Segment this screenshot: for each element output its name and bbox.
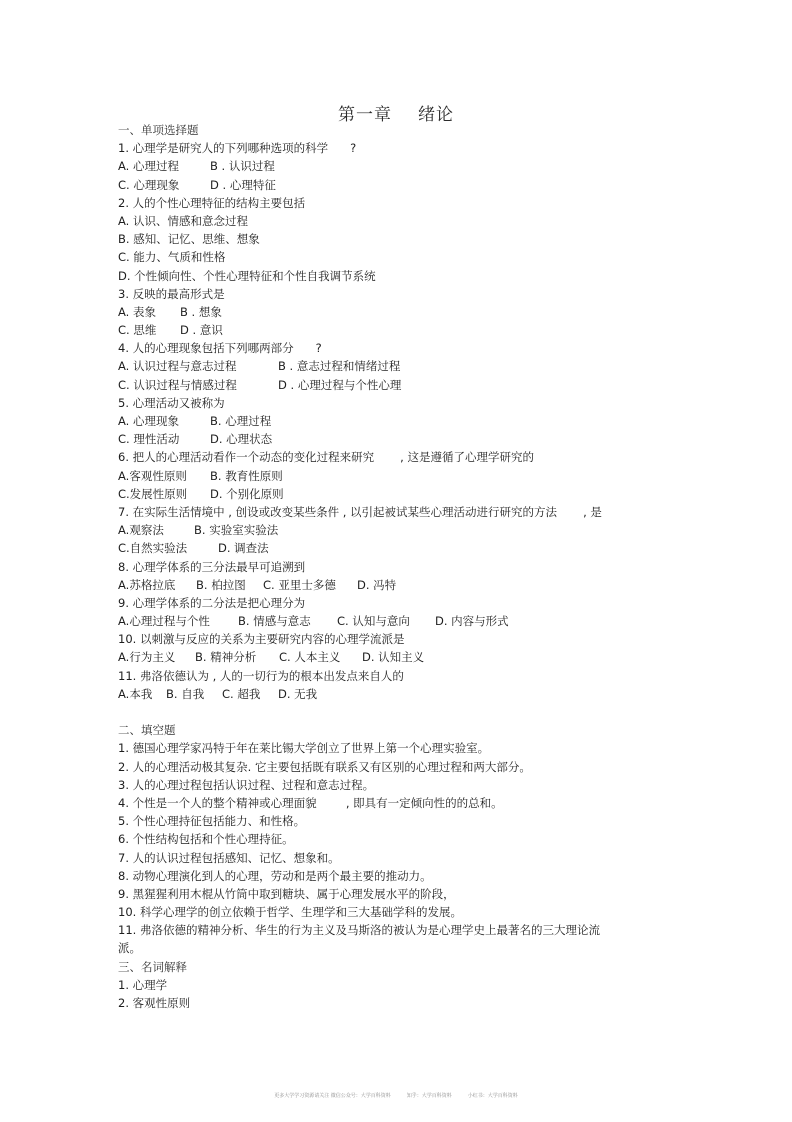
question-11-options [118, 685, 678, 703]
chapter-name: 绪论 [418, 105, 454, 125]
question-5: 5. 心理活动又被称为 [118, 395, 225, 410]
option-b: B. 实验室实验法 [194, 523, 279, 538]
option-c: C. 心理现象 [118, 177, 180, 192]
question-6-options-row-1 [118, 467, 678, 485]
option-c: C. 理性活动 [118, 432, 180, 447]
option-c: C. 认知与意向 [337, 614, 410, 629]
question-8-options [118, 576, 678, 594]
option-a: A.心理过程与个性 [118, 614, 210, 629]
question-3-options-row-1 [118, 303, 678, 321]
option-a: A. 认识、情感和意念过程 [118, 213, 248, 228]
footer-xiaohongshu: 小红书：大学百科资料 [467, 1093, 518, 1099]
fill-item-11: 11. 弗洛依德的精神分析、华生的行为主义及马斯洛的被认为是心理学史上最著名的三大理论流派。 [118, 923, 600, 956]
question-10: 10. 以刺激与反应的关系为主要研究内容的心理学流派是 [118, 632, 405, 647]
question-9: 9. 心理学体系的二分法是把心理分为 [118, 595, 306, 610]
fill-item-2: 2. 人的心理活动极其复杂. 它主要包括既有联系又有区别的心理过程和两大部分。 [118, 759, 531, 774]
option-c: C. 能力、气质和性格 [118, 250, 226, 265]
question-6-options-row-2 [118, 485, 678, 503]
question-3-options-row-2 [118, 321, 678, 339]
option-d: D. 心理状态 [210, 432, 273, 447]
option-a: A.观察法 [118, 523, 164, 538]
option-a: A. 心理现象 [118, 414, 179, 428]
fill-item-3: 3. 人的心理过程包括认识过程、过程和意志过程。 [118, 777, 375, 792]
option-b: B . 认识过程 [210, 159, 275, 174]
option-d: D . 意识 [180, 323, 223, 338]
option-c: C. 亚里士多德 [263, 577, 336, 592]
spacer [118, 703, 678, 721]
option-d: D. 冯特 [357, 577, 397, 592]
question-4-options-row-2 [118, 376, 678, 394]
option-d: D. 个性倾向性、个性心理特征和个性自我调节系统 [118, 268, 376, 283]
option-d: D. 调查法 [218, 541, 269, 556]
question-2: 2. 人的个性心理特征的结构主要包括 [118, 195, 306, 210]
option-b: B. 柏拉图 [196, 577, 246, 592]
option-b: B . 意志过程和情绪过程 [278, 359, 401, 374]
option-c: C. 思维 [118, 323, 157, 338]
option-d: D. 无我 [278, 686, 318, 701]
option-c: C.自然实验法 [118, 541, 188, 556]
fill-item-5: 5. 个性心理持征包括能力、和性格。 [118, 814, 306, 829]
question-11: 11. 弗洛依德认为 , 人的一切行为的根本出发点来自人的 [118, 668, 404, 683]
chapter-number: 第一章 [338, 105, 392, 125]
option-b: B. 精神分析 [195, 650, 257, 665]
question-7: 7. 在实际生活情境中 , 创设或改变某些条件 , 以引起被试某些心理活动进行研究的方法 , 是 [118, 504, 602, 519]
option-d: D . 心理特征 [210, 177, 276, 192]
option-b: B. 感知、记忆、思维、想象 [118, 232, 260, 247]
option-b: B. 自我 [166, 686, 205, 701]
option-d: D. 内容与形式 [435, 614, 509, 629]
option-c: C. 超我 [222, 686, 261, 701]
section-heading-term-definitions: 三、名词解释 [118, 959, 187, 974]
option-b: B. 教育性原则 [210, 468, 283, 483]
term-item-2: 2. 客观性原则 [118, 996, 191, 1011]
option-c: C. 人本主义 [279, 650, 341, 665]
fill-item-8: 8. 动物心理演化到人的心理，劳动和是两个最主要的推动力。 [118, 868, 432, 883]
question-7-options-row-1 [118, 521, 678, 539]
option-b: B. 心理过程 [210, 414, 272, 428]
question-8: 8. 心理学体系的三分法最早可追溯到 [118, 559, 306, 574]
footer-zhihu: 知乎：大学百科资料 [406, 1093, 452, 1099]
question-1: 1. 心理学是研究人的下列哪种选项的科学 ? [118, 141, 357, 156]
question-5-options-row-1 [118, 412, 678, 430]
option-a: A. 认识过程与意志过程 [118, 359, 237, 374]
section-heading-single-choice: 一、单项选择题 [118, 123, 199, 137]
option-a: A. 心理过程 [118, 159, 179, 174]
option-a: A.行为主义 [118, 650, 176, 665]
page-footer [0, 1092, 792, 1099]
option-c: C. 认识过程与情感过程 [118, 377, 237, 392]
question-9-options [118, 612, 678, 630]
section-heading-fill-in: 二、填空题 [118, 723, 176, 738]
question-4: 4. 人的心理现象包括下列哪两部分 ? [118, 341, 322, 356]
fill-item-9: 9. 黑猩猩利用木棍从竹筒中取到糖块、属于心理发展水平的阶段， [118, 886, 455, 901]
option-a: A.客观性原则 [118, 468, 187, 483]
option-d: D . 心理过程与个性心理 [278, 377, 402, 392]
option-b: B . 想象 [180, 304, 222, 319]
fill-item-1: 1. 德国心理学家冯特于年在莱比锡大学创立了世界上第一个心理实验室。 [118, 741, 490, 756]
option-a: A. 表象 [118, 304, 156, 319]
question-1-options-row-2 [118, 176, 678, 194]
option-a: A.本我 [118, 686, 153, 701]
option-d: D. 个别化原则 [210, 486, 284, 501]
footer-promo: 更多大学学习资源请关注 微信公众号：大学百科资料 [274, 1093, 391, 1099]
fill-item-6: 6. 个性结构包括和个性心理持征。 [118, 832, 294, 847]
question-4-options-row-1 [118, 357, 678, 375]
option-a: A.苏格拉底 [118, 577, 176, 592]
fill-item-7: 7. 人的认识过程包括感知、记忆、想象和。 [118, 850, 340, 865]
question-5-options-row-2 [118, 430, 678, 448]
question-1-options-row-1 [118, 157, 678, 175]
option-d: D. 认知主义 [362, 650, 425, 665]
option-c: C.发展性原则 [118, 486, 188, 501]
question-3: 3. 反映的最高形式是 [118, 286, 225, 301]
option-b: B. 情感与意志 [238, 614, 311, 629]
fill-item-10: 10. 科学心理学的创立依赖于哲学、生理学和三大基础学科的发展。 [118, 905, 462, 920]
document-body [118, 121, 678, 1012]
fill-item-4: 4. 个性是一个人的整个精神或心理面貌 , 即具有一定倾向性的的总和。 [118, 795, 503, 810]
term-item-1: 1. 心理学 [118, 977, 168, 992]
question-10-options [118, 648, 678, 666]
question-6: 6. 把人的心理活动看作一个动态的变化过程来研究 , 这是遵循了心理学研究的 [118, 450, 534, 465]
question-7-options-row-2 [118, 539, 678, 557]
